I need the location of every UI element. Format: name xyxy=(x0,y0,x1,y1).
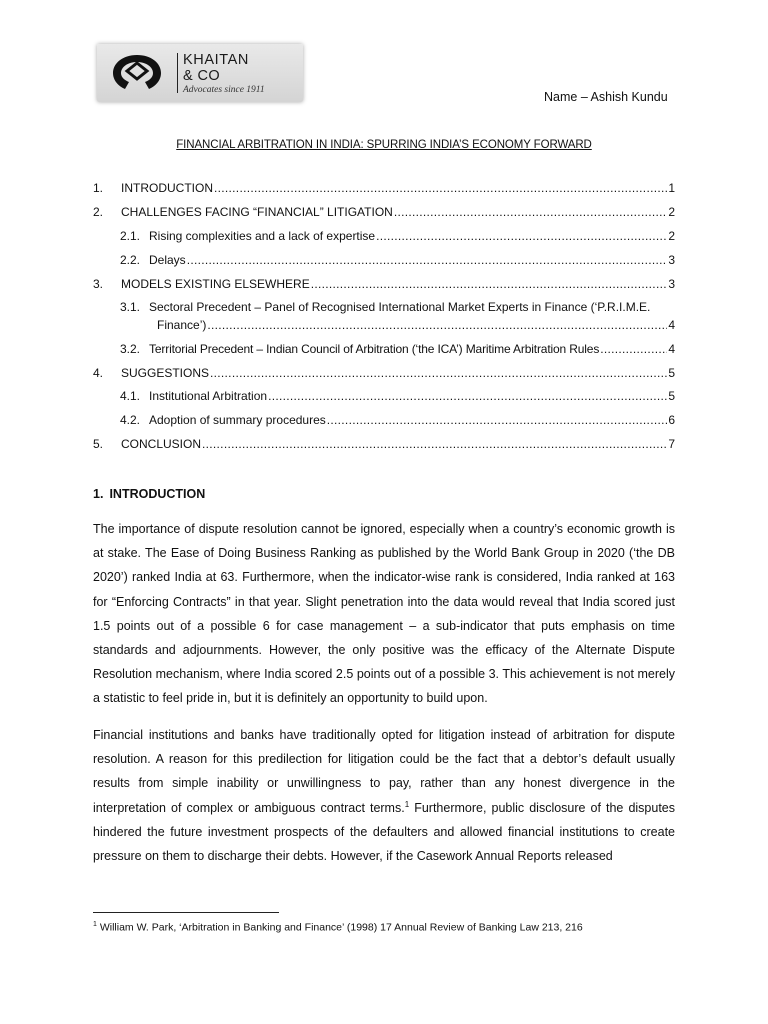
toc-page: 5 xyxy=(668,366,675,380)
toc-page: 7 xyxy=(668,437,675,451)
toc-number: 3.1. xyxy=(120,300,141,314)
toc-leader xyxy=(187,253,668,267)
toc-item-institutional-arbitration[interactable] xyxy=(120,389,675,405)
toc-leader xyxy=(327,413,668,427)
khaitan-emblem-icon xyxy=(105,51,169,95)
toc-title-continued: Finance’) xyxy=(157,318,207,332)
toc-title: Sectoral Precedent – Panel of Recognised International Market Experts in Finance (‘P.R.I.M.E. xyxy=(149,300,651,314)
toc-number: 4. xyxy=(93,366,104,380)
toc-item-territorial-precedent[interactable] xyxy=(120,342,675,358)
logo-divider xyxy=(177,53,178,93)
toc-item-sectoral-precedent[interactable] xyxy=(120,300,675,316)
toc-page: 2 xyxy=(668,205,675,219)
body-paragraph: The importance of dispute resolution cannot be ignored, especially when a country’s economic growth is at stake. The Ease of Doing Business Ranking as published by the World Bank Group in 2020 (‘the DB 2020’) ranked India at 63. Furthermore, when the indicator-wise rank is considered, India ranked at 163 for “Enforcing Contracts” in that year. Slight penetration into the data would reveal that India scored just 1.5 points out of a possible 6 for case management – a sub-indicator that puts emphasis on time standards and adjournments. However, the only positive was the efficacy of the Alternate Dispute Resolution mechanism, where India scored 2.5 points out of a possible 3. This achievement is not merely a statistic to feel pride in, but it is definitely an opportunity to build upon. xyxy=(93,522,675,706)
toc-leader xyxy=(376,229,667,243)
toc-page: 3 xyxy=(668,277,675,291)
toc-number: 4.2. xyxy=(120,413,141,427)
footnote xyxy=(93,921,583,934)
toc-number: 3. xyxy=(93,277,104,291)
toc-item-introduction[interactable] xyxy=(93,181,675,197)
toc-number: 2.2. xyxy=(120,253,141,267)
toc-leader xyxy=(214,181,667,195)
toc-title: Institutional Arbitration xyxy=(149,389,268,403)
toc-number: 2.1. xyxy=(120,229,141,243)
logo-brand-line2: & CO xyxy=(183,68,221,84)
toc-leader xyxy=(202,437,667,451)
section-title: INTRODUCTION xyxy=(109,487,206,501)
toc-title: Delays xyxy=(149,253,186,267)
logo-tagline: Advocates since 1911 xyxy=(183,85,265,95)
footnote-separator xyxy=(93,912,279,913)
toc-page: 6 xyxy=(668,413,675,427)
khaitan-logo xyxy=(97,44,303,102)
toc-item-sectoral-precedent-cont[interactable] xyxy=(157,318,675,334)
toc-title: CHALLENGES FACING “FINANCIAL” LITIGATION xyxy=(121,205,393,219)
toc-page: 2 xyxy=(668,229,675,243)
footnote-reference[interactable]: 1 xyxy=(404,799,410,809)
footnote-number: 1 xyxy=(93,921,97,928)
toc-title: Adoption of summary procedures xyxy=(149,413,326,427)
toc-title: CONCLUSION xyxy=(121,437,202,451)
toc-number: 4.1. xyxy=(120,389,141,403)
logo-brand-line1: KHAITAN xyxy=(183,52,249,68)
toc-title: SUGGESTIONS xyxy=(121,366,210,380)
toc-title: MODELS EXISTING ELSEWHERE xyxy=(121,277,310,291)
toc-leader xyxy=(311,277,668,291)
toc-leader xyxy=(210,366,667,380)
toc-number: 3.2. xyxy=(120,342,141,356)
toc-page: 4 xyxy=(668,318,675,332)
toc-item-models[interactable] xyxy=(93,277,675,293)
toc-leader xyxy=(394,205,667,219)
toc-page: 3 xyxy=(668,253,675,267)
toc-title: Rising complexities and a lack of expertise xyxy=(149,229,376,243)
toc-page: 4 xyxy=(668,342,675,356)
toc-title: INTRODUCTION xyxy=(121,181,213,195)
toc-item-conclusion[interactable] xyxy=(93,437,675,453)
toc-item-rising-complexities[interactable] xyxy=(120,229,675,245)
toc-page: 5 xyxy=(668,389,675,403)
toc-number: 2. xyxy=(93,205,104,219)
toc-leader xyxy=(600,342,667,356)
toc-item-summary-procedures[interactable] xyxy=(120,413,675,429)
section-number: 1. xyxy=(93,487,104,501)
body-paragraph xyxy=(93,723,675,868)
toc-item-challenges[interactable] xyxy=(93,205,675,221)
toc-number: 1. xyxy=(93,181,104,195)
toc-item-delays[interactable] xyxy=(120,253,675,269)
author-name: Name – Ashish Kundu xyxy=(544,90,668,104)
toc-item-suggestions[interactable] xyxy=(93,366,675,382)
toc-leader xyxy=(207,318,667,332)
toc-number: 5. xyxy=(93,437,104,451)
section-heading xyxy=(93,487,211,501)
document-title: FINANCIAL ARBITRATION IN INDIA: SPURRING INDIA’S ECONOMY FORWARD xyxy=(176,139,592,151)
paragraph-text: Furthermore, public disclosure of the disputes hindered the future investment prospects of the defaulters and allowed financial institutions to create pressure on them to discharge their debts. However, if the Casework Annual Reports released xyxy=(93,800,675,864)
toc-page: 1 xyxy=(668,181,675,195)
paragraph-text: Financial institutions and banks have traditionally opted for litigation instead of arbitration for dispute resolution. A reason for this predilection for litigation could be the fact that a debtor’s default usually results from simple inability or unwillingness to pay, rather than any honest divergence in the interpretation of complex or ambiguous contract terms. xyxy=(93,728,675,815)
toc-leader xyxy=(268,389,667,403)
toc-title: Territorial Precedent – Indian Council of Arbitration (‘the ICA’) Maritime Arbitration Rules xyxy=(149,342,600,356)
footnote-text: William W. Park, ‘Arbitration in Banking and Finance’ (1998) 17 Annual Review of Banking Law 213, 216 xyxy=(96,921,583,934)
